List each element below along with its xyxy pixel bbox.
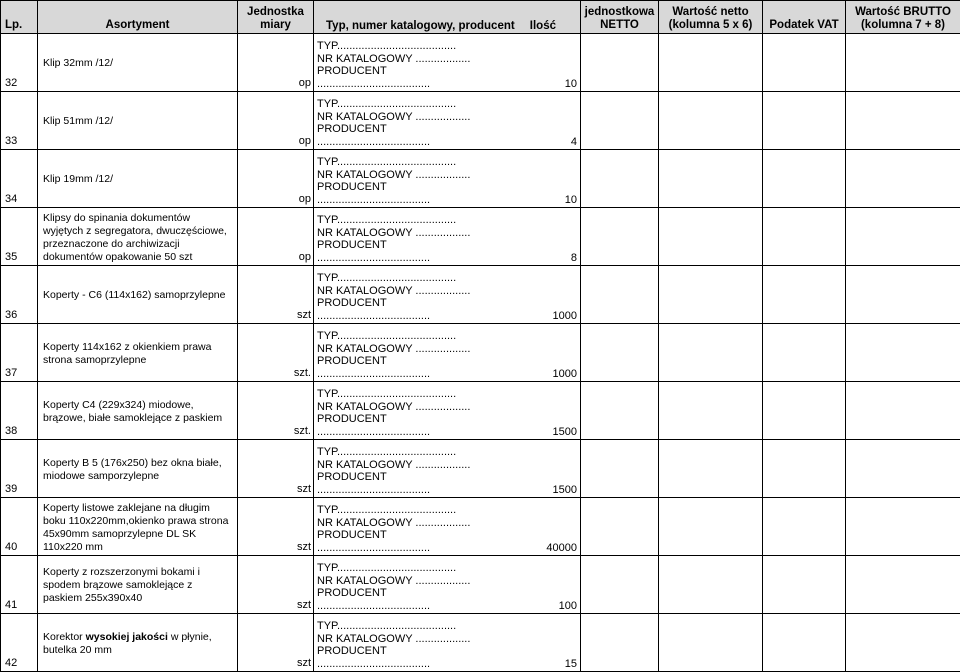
row-name-text: Koperty z rozszerzonymi bokami i spodem brązowe samoklejące z paskiem 255x390x40 (43, 564, 233, 605)
row-quantity: 1000 (553, 310, 580, 323)
header-wartosc-netto-line2: (kolumna 5 x 6) (669, 19, 753, 31)
header-brutto-line1: Wartość BRUTTO (855, 6, 951, 18)
row-typ-cell (314, 266, 581, 324)
typ-label: TYP....................................... (317, 446, 580, 459)
producer-label: PRODUCENT (317, 587, 580, 600)
table-row (1, 324, 960, 382)
unit-net-price-cell[interactable] (581, 614, 659, 672)
row-name (38, 556, 238, 614)
row-name-text: Koperty B 5 (176x250) bez okna białe, miodowe samporzylepne (43, 455, 233, 483)
gross-value-cell[interactable] (846, 324, 960, 382)
catalog-number-label: NR KATALOGOWY .................. (317, 459, 580, 472)
gross-value-cell[interactable] (846, 150, 960, 208)
header-netto-line2: NETTO (600, 19, 639, 31)
net-value-cell[interactable] (659, 614, 763, 672)
catalog-number-label: NR KATALOGOWY .................. (317, 227, 580, 240)
row-unit: op (238, 92, 314, 150)
row-typ-cell (314, 208, 581, 266)
vat-cell[interactable] (763, 440, 846, 498)
catalog-number-label: NR KATALOGOWY .................. (317, 111, 580, 124)
table-row (1, 208, 960, 266)
unit-net-price-cell[interactable] (581, 324, 659, 382)
catalog-number-label: NR KATALOGOWY .................. (317, 575, 580, 588)
unit-net-price-cell[interactable] (581, 92, 659, 150)
dots-line: ..................................... (317, 194, 430, 207)
row-typ-cell (314, 150, 581, 208)
dots-line: ..................................... (317, 484, 430, 497)
producer-label: PRODUCENT (317, 239, 580, 252)
net-value-cell[interactable] (659, 208, 763, 266)
net-value-cell[interactable] (659, 92, 763, 150)
producer-label: PRODUCENT (317, 297, 580, 310)
net-value-cell[interactable] (659, 498, 763, 556)
header-lp: Lp. (1, 1, 38, 34)
producer-label: PRODUCENT (317, 471, 580, 484)
producer-label: PRODUCENT (317, 181, 580, 194)
producer-label: PRODUCENT (317, 65, 580, 78)
typ-label: TYP....................................... (317, 214, 580, 227)
gross-value-cell[interactable] (846, 208, 960, 266)
net-value-cell[interactable] (659, 34, 763, 92)
row-name (38, 614, 238, 672)
dots-line: ..................................... (317, 542, 430, 555)
row-lp: 40 (1, 498, 38, 556)
row-unit: op (238, 150, 314, 208)
row-name-text: Klipsy do spinania dokumentów wyjętych z segregatora, dwuczęściowe, przeznaczone do archiwizacji dokumentów opakowanie 50 szt (43, 210, 233, 264)
producer-label: PRODUCENT (317, 355, 580, 368)
dots-line: ..................................... (317, 426, 430, 439)
header-wartosc-netto (659, 1, 763, 34)
header-row (1, 1, 960, 34)
row-name-text (43, 629, 233, 657)
unit-net-price-cell[interactable] (581, 150, 659, 208)
net-value-cell[interactable] (659, 382, 763, 440)
dots-and-qty (317, 600, 580, 613)
row-lp: 35 (1, 208, 38, 266)
typ-label: TYP....................................... (317, 272, 580, 285)
typ-label: TYP....................................... (317, 504, 580, 517)
header-typ-ilosc (314, 1, 581, 34)
net-value-cell[interactable] (659, 556, 763, 614)
table-row (1, 382, 960, 440)
row-lp: 32 (1, 34, 38, 92)
typ-label: TYP....................................... (317, 40, 580, 53)
table-row (1, 614, 960, 672)
table-body (1, 34, 960, 672)
row-lp: 37 (1, 324, 38, 382)
row-name (38, 498, 238, 556)
vat-cell[interactable] (763, 614, 846, 672)
header-jednostka-line2: miary (260, 19, 291, 31)
typ-label: TYP....................................... (317, 388, 580, 401)
row-name-text: Koperty listowe zaklejane na długim boku 110x220mm,okienko prawa strona 45x90mm samoprzylepne DL SK 110x220 mm (43, 500, 233, 554)
gross-value-cell[interactable] (846, 556, 960, 614)
row-name-text: Koperty C4 (229x324) miodowe, brązowe, białe samoklejące z paskiem (43, 397, 233, 425)
typ-label: TYP....................................... (317, 562, 580, 575)
row-name-text: Klip 19mm /12/ (43, 171, 233, 186)
row-name (38, 208, 238, 266)
row-unit: op (238, 208, 314, 266)
producer-label: PRODUCENT (317, 123, 580, 136)
row-quantity: 1500 (553, 426, 580, 439)
row-typ-cell (314, 382, 581, 440)
row-lp: 38 (1, 382, 38, 440)
row-unit: op (238, 34, 314, 92)
dots-line: ..................................... (317, 600, 430, 613)
header-netto (581, 1, 659, 34)
header-asortyment: Asortyment (38, 1, 238, 34)
row-unit: szt. (238, 382, 314, 440)
row-lp: 36 (1, 266, 38, 324)
row-lp: 33 (1, 92, 38, 150)
row-lp: 41 (1, 556, 38, 614)
gross-value-cell[interactable] (846, 34, 960, 92)
dots-and-qty (317, 658, 580, 671)
dots-and-qty (317, 484, 580, 497)
header-brutto-line2: (kolumna 7 + 8) (861, 19, 945, 31)
row-quantity: 10 (565, 78, 580, 91)
row-name-text: Koperty - C6 (114x162) samoprzylepne (43, 287, 233, 302)
row-typ-cell (314, 498, 581, 556)
dots-line: ..................................... (317, 310, 430, 323)
producer-label: PRODUCENT (317, 529, 580, 542)
vat-cell[interactable] (763, 324, 846, 382)
row-quantity: 1000 (553, 368, 580, 381)
catalog-number-label: NR KATALOGOWY .................. (317, 53, 580, 66)
table-row (1, 266, 960, 324)
dots-and-qty (317, 252, 580, 265)
row-name-bold: wysokiej jakości (86, 631, 168, 643)
table-row (1, 92, 960, 150)
header-vat: Podatek VAT (763, 1, 846, 34)
producer-label: PRODUCENT (317, 645, 580, 658)
row-unit: szt (238, 614, 314, 672)
row-name (38, 92, 238, 150)
row-unit: szt (238, 556, 314, 614)
unit-net-price-cell[interactable] (581, 498, 659, 556)
row-quantity: 4 (571, 136, 580, 149)
row-name (38, 34, 238, 92)
dots-line: ..................................... (317, 136, 430, 149)
header-ilosc: Ilość (530, 20, 556, 33)
vat-cell[interactable] (763, 208, 846, 266)
dots-and-qty (317, 310, 580, 323)
catalog-number-label: NR KATALOGOWY .................. (317, 285, 580, 298)
gross-value-cell[interactable] (846, 266, 960, 324)
unit-net-price-cell[interactable] (581, 208, 659, 266)
row-name (38, 150, 238, 208)
gross-value-cell[interactable] (846, 92, 960, 150)
catalog-number-label: NR KATALOGOWY .................. (317, 343, 580, 356)
row-quantity: 10 (565, 194, 580, 207)
row-lp: 39 (1, 440, 38, 498)
row-quantity: 8 (571, 252, 580, 265)
gross-value-cell[interactable] (846, 382, 960, 440)
row-unit: szt (238, 440, 314, 498)
dots-line: ..................................... (317, 252, 430, 265)
row-lp: 34 (1, 150, 38, 208)
unit-net-price-cell[interactable] (581, 34, 659, 92)
row-name (38, 324, 238, 382)
vat-cell[interactable] (763, 34, 846, 92)
row-typ-cell (314, 440, 581, 498)
header-typ: Typ, numer katalogowy, producent (326, 20, 515, 33)
catalog-number-label: NR KATALOGOWY .................. (317, 169, 580, 182)
catalog-number-label: NR KATALOGOWY .................. (317, 633, 580, 646)
row-quantity: 100 (559, 600, 580, 613)
row-name-text: Klip 32mm /12/ (43, 55, 233, 70)
table-row (1, 498, 960, 556)
vat-cell[interactable] (763, 382, 846, 440)
dots-line: ..................................... (317, 78, 430, 91)
gross-value-cell[interactable] (846, 440, 960, 498)
row-name (38, 382, 238, 440)
dots-and-qty (317, 194, 580, 207)
row-quantity: 1500 (553, 484, 580, 497)
unit-net-price-cell[interactable] (581, 556, 659, 614)
header-netto-line1: jednostkowa (585, 6, 655, 18)
vat-cell[interactable] (763, 556, 846, 614)
row-quantity: 15 (565, 658, 580, 671)
dots-and-qty (317, 368, 580, 381)
row-typ-cell (314, 614, 581, 672)
row-name-suffix: w płynie, butelka 20 mm (43, 631, 212, 656)
row-name-prefix: Korektor (43, 631, 86, 643)
row-lp: 42 (1, 614, 38, 672)
table-row (1, 150, 960, 208)
catalog-number-label: NR KATALOGOWY .................. (317, 401, 580, 414)
net-value-cell[interactable] (659, 440, 763, 498)
net-value-cell[interactable] (659, 324, 763, 382)
dots-and-qty (317, 542, 580, 555)
net-value-cell[interactable] (659, 266, 763, 324)
typ-label: TYP....................................... (317, 98, 580, 111)
row-typ-cell (314, 324, 581, 382)
typ-label: TYP....................................... (317, 620, 580, 633)
gross-value-cell[interactable] (846, 614, 960, 672)
unit-net-price-cell[interactable] (581, 266, 659, 324)
header-wartosc-netto-line1: Wartość netto (672, 6, 748, 18)
row-name-text: Koperty 114x162 z okienkiem prawa strona samoprzylepne (43, 339, 233, 367)
row-name-text: Klip 51mm /12/ (43, 113, 233, 128)
typ-label: TYP....................................... (317, 156, 580, 169)
net-value-cell[interactable] (659, 150, 763, 208)
dots-and-qty (317, 78, 580, 91)
catalog-number-label: NR KATALOGOWY .................. (317, 517, 580, 530)
vat-cell[interactable] (763, 266, 846, 324)
row-typ-cell (314, 556, 581, 614)
row-unit: szt (238, 266, 314, 324)
dots-and-qty (317, 426, 580, 439)
gross-value-cell[interactable] (846, 498, 960, 556)
row-unit: szt. (238, 324, 314, 382)
vat-cell[interactable] (763, 150, 846, 208)
header-jednostka (238, 1, 314, 34)
row-unit: szt (238, 498, 314, 556)
typ-label: TYP....................................... (317, 330, 580, 343)
row-name (38, 266, 238, 324)
vat-cell[interactable] (763, 92, 846, 150)
header-brutto (846, 1, 960, 34)
row-name (38, 440, 238, 498)
vat-cell[interactable] (763, 498, 846, 556)
table-row (1, 34, 960, 92)
table-row (1, 556, 960, 614)
header-jednostka-line1: Jednostka (247, 6, 304, 18)
dots-line: ..................................... (317, 658, 430, 671)
unit-net-price-cell[interactable] (581, 440, 659, 498)
dots-and-qty (317, 136, 580, 149)
table-row (1, 440, 960, 498)
row-typ-cell (314, 92, 581, 150)
unit-net-price-cell[interactable] (581, 382, 659, 440)
producer-label: PRODUCENT (317, 413, 580, 426)
row-quantity: 40000 (546, 542, 580, 555)
row-typ-cell (314, 34, 581, 92)
dots-line: ..................................... (317, 368, 430, 381)
